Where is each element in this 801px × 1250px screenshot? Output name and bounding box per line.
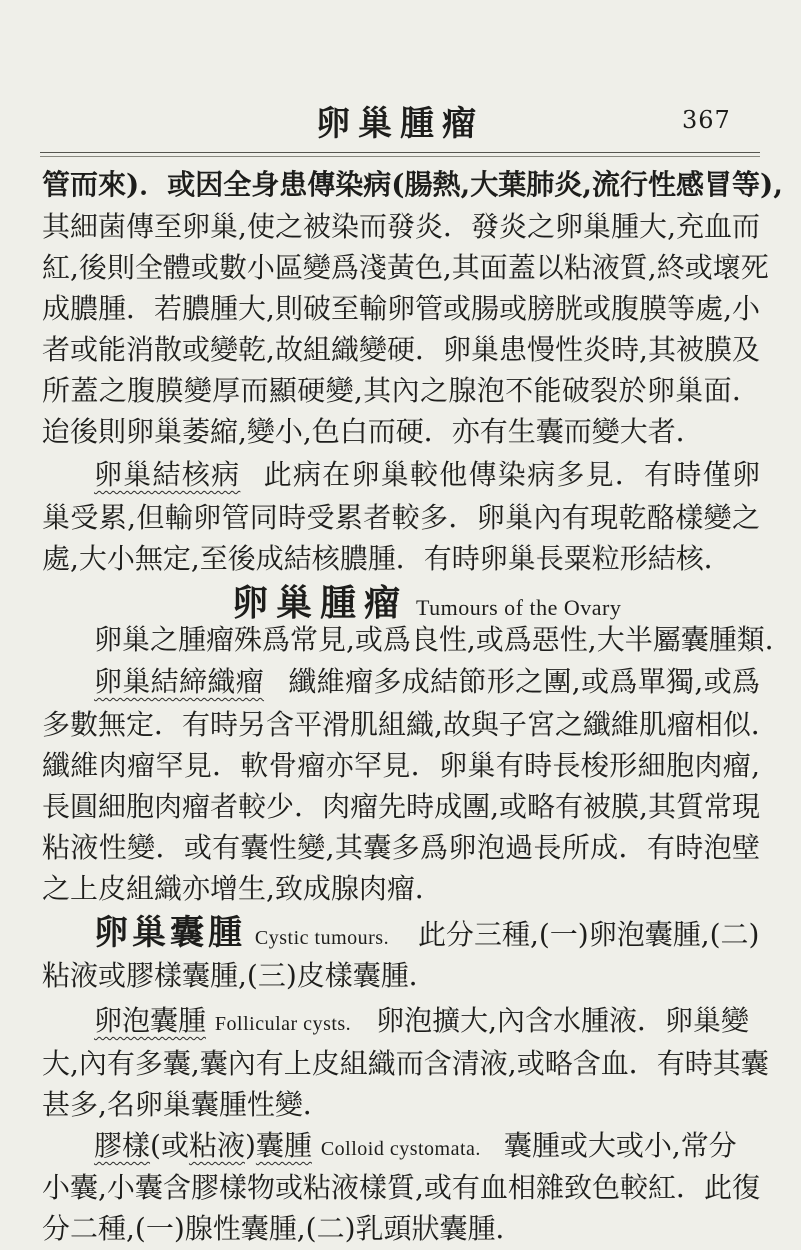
colloid-heading-part: 粘液	[188, 1129, 245, 1162]
cystic-heading-en: Cystic tumours.	[254, 927, 390, 949]
text-line: 纖維瘤多成結節形之團,或爲單獨,或爲	[288, 665, 760, 698]
text-line: 粘液或膠樣囊腫,(三)皮樣囊腫．	[42, 959, 437, 992]
colloid-heading-en: Colloid cystomata.	[320, 1138, 481, 1160]
cystic-paragraph-first-line	[94, 910, 760, 956]
colloid-paragraph-first-line	[94, 1126, 760, 1169]
colloid-heading-part: )	[244, 1129, 256, 1162]
text-line: 者或能消散或變乾,故組織變硬．卵巢患慢性炎時,其被膜及	[42, 333, 760, 366]
header-rule-secondary	[40, 156, 760, 157]
tb-heading: 卵巢結核病	[94, 458, 241, 491]
text-line: 小囊,小囊含膠樣物或粘液樣質,或有血相雜致色較紅．此復	[42, 1171, 760, 1204]
text-line: 其細菌傳至卵巢,使之被染而發炎．發炎之卵巢腫大,充血而	[42, 210, 760, 243]
text-line: 卵泡擴大,內含水腫液．卵巢變	[376, 1004, 749, 1037]
colloid-heading-part: 囊腫	[255, 1129, 312, 1162]
text-line: 紅,後則全體或數小區變爲淺黃色,其面蓋以粘液質,終或壞死	[42, 251, 769, 284]
text-line: 此分三種,(一)卵泡囊腫,(二)	[417, 918, 760, 951]
text-line: 囊腫或大或小,常分	[503, 1129, 737, 1162]
fibroma-heading: 卵巢結締織瘤	[94, 665, 265, 698]
section-title-zh: 卵巢腫瘤	[232, 582, 409, 624]
page-number: 367	[682, 106, 731, 134]
text-line: 所蓋之腹膜變厚而顯硬變,其內之腺泡不能破裂於卵巢面．	[42, 374, 760, 407]
text-line: 之上皮組織亦增生,致成腺肉瘤．	[42, 872, 443, 905]
text-line: 成膿腫．若膿腫大,則破至輸卵管或腸或膀胱或腹膜等處,小	[42, 292, 760, 325]
follicular-heading-en: Follicular cysts.	[214, 1013, 352, 1035]
follicular-heading: 卵泡囊腫	[94, 1004, 207, 1037]
section-title-en: Tumours of the Ovary	[416, 595, 622, 620]
text-line: 長圓細胞肉瘤者較少．肉瘤先時成團,或略有被膜,其質常現	[42, 790, 760, 823]
section-title	[232, 575, 622, 624]
text-line: 管而來)．或因全身患傳染病(腸熱,大葉肺炎,流行性感冒等),	[42, 168, 783, 201]
text-line: 纖維肉瘤罕見．軟骨瘤亦罕見．卵巢有時長梭形細胞肉瘤,	[42, 749, 760, 782]
text-line: 巢受累,但輸卵管同時受累者較多．卵巢內有現乾酪樣變之	[42, 501, 760, 534]
colloid-heading-part: 膠樣	[94, 1129, 151, 1162]
text-line: 迨後則卵巢萎縮,變小,色白而硬．亦有生囊而變大者．	[42, 415, 704, 448]
text-line: 甚多,名卵巢囊腫性變．	[42, 1088, 331, 1121]
colloid-heading-part: (或	[150, 1129, 189, 1162]
header-rule	[40, 152, 760, 153]
fibroma-paragraph-first-line	[94, 662, 760, 702]
text-line: 卵巢之腫瘤殊爲常見,或爲良性,或爲惡性,大半屬囊腫類．	[94, 623, 793, 656]
tb-paragraph-first-line	[94, 455, 760, 495]
running-header-title: 卵巢腫瘤	[316, 104, 484, 144]
text-line: 粘液性變．或有囊性變,其囊多爲卵泡過長所成．有時泡壁	[42, 831, 760, 864]
cystic-heading: 卵巢囊腫	[94, 913, 246, 953]
text-line: 分二種,(一)腺性囊腫,(二)乳頭狀囊腫．	[42, 1212, 524, 1245]
text-line: 多數無定．有時另含平滑肌組織,故與子宮之纖維肌瘤相似．	[42, 708, 779, 741]
text-line: 處,大小無定,至後成結核膿腫．有時卵巢長粟粒形結核．	[42, 542, 732, 575]
text-line: 此病在卵巢較他傳染病多見．有時僅卵	[262, 458, 760, 491]
text-line: 大,內有多囊,囊內有上皮組織而含清液,或略含血．有時其囊	[42, 1047, 769, 1080]
follicular-paragraph-first-line	[94, 1001, 760, 1044]
